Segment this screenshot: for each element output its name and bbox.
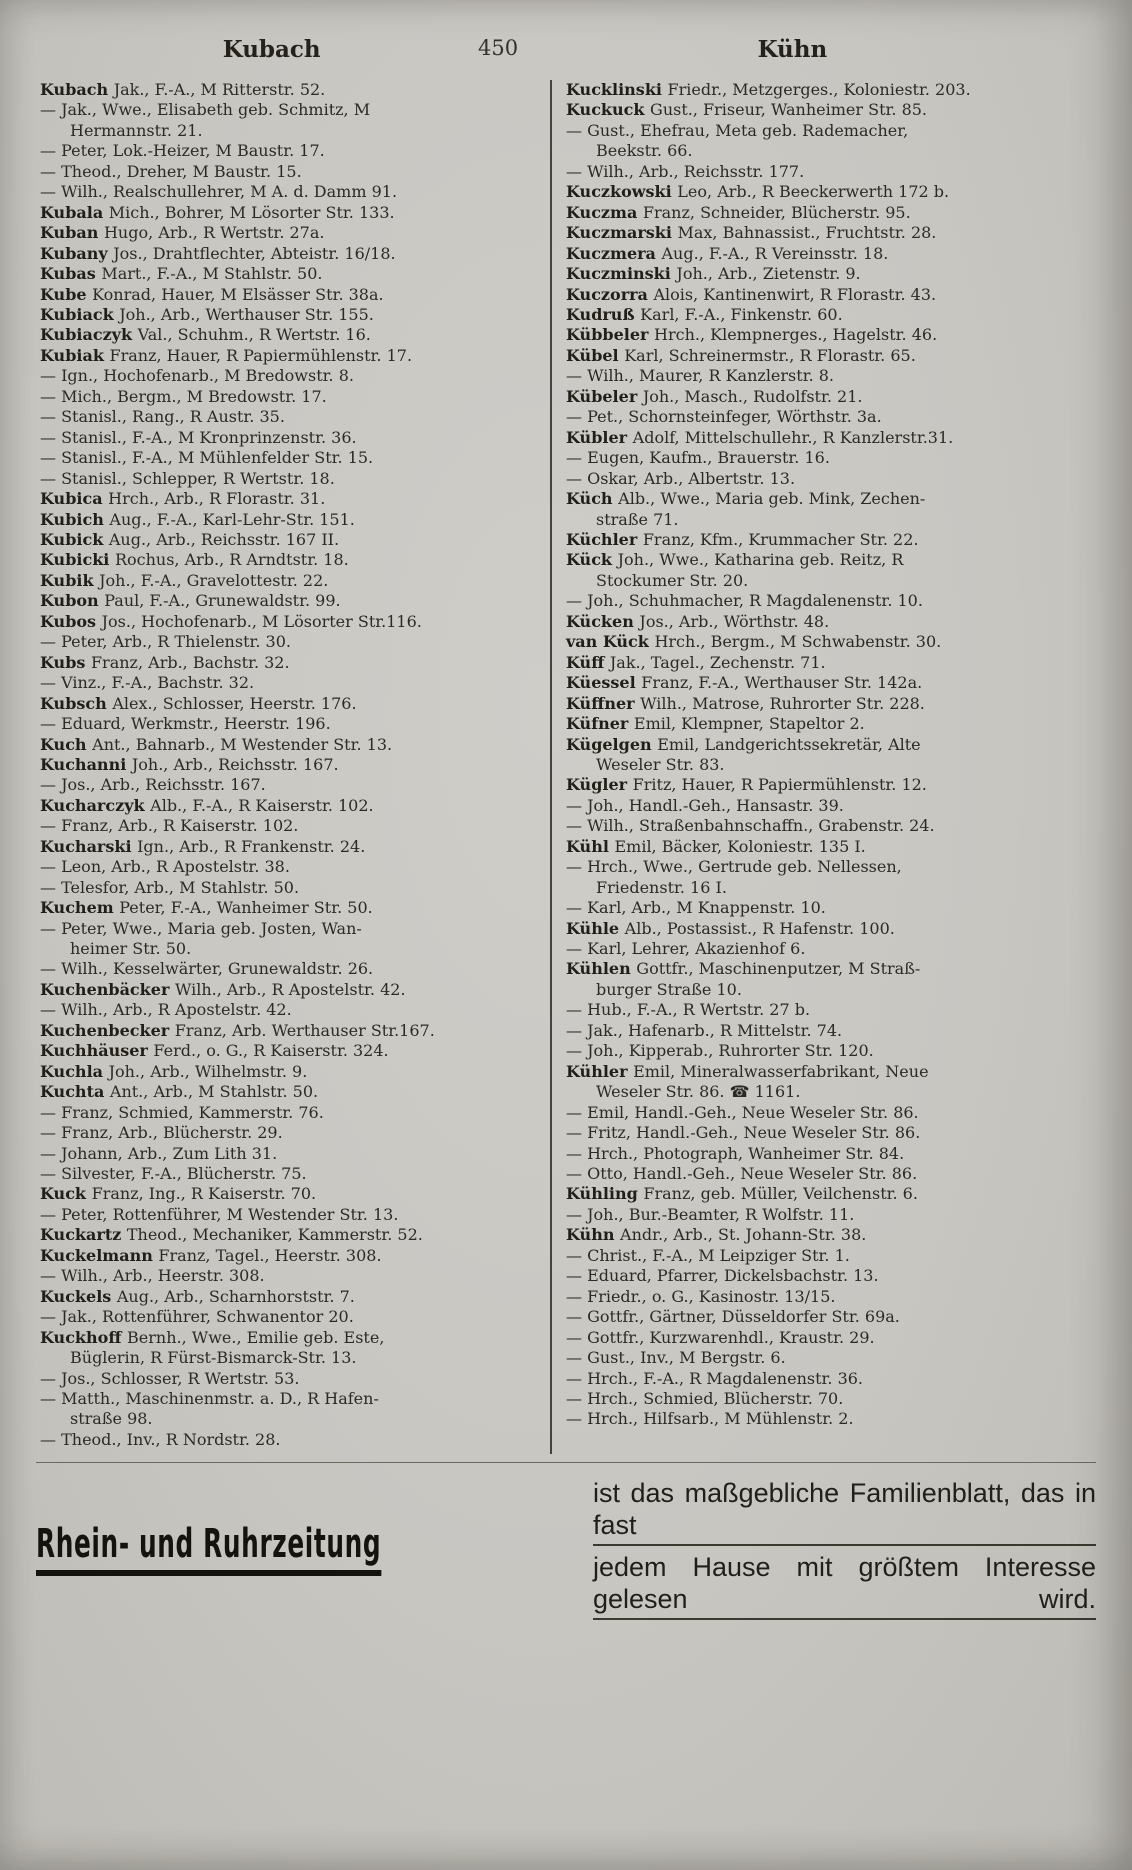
entry-surname: Kügelgen bbox=[566, 734, 658, 754]
entry-surname: Kuczma bbox=[566, 202, 643, 222]
directory-entry: Küfner Emil, Klempner, Stapeltor 2. bbox=[566, 714, 865, 734]
entry-continuation: heimer Str. 50. bbox=[70, 939, 192, 959]
directory-subentry: — Hrch., F.-A., R Magdalenenstr. 36. bbox=[566, 1368, 864, 1388]
directory-entry: Küff Jak., Tagel., Zechenstr. 71. bbox=[566, 652, 826, 672]
page-number: 450 bbox=[478, 36, 519, 60]
directory-entry: Kügler Fritz, Hauer, R Papiermühlenstr. 12. bbox=[566, 775, 927, 795]
entry-surname: Kuckels bbox=[40, 1286, 117, 1306]
entry-surname: Kücken bbox=[566, 611, 640, 631]
directory-entry: Kubany Jos., Drahtflechter, Abteistr. 16/18. bbox=[40, 243, 396, 263]
directory-entry: Kühling Franz, geb. Müller, Veilchenstr. 6. bbox=[566, 1184, 918, 1204]
directory-subentry: — Gust., Inv., M Bergstr. 6. bbox=[566, 1348, 786, 1368]
entry-continuation: Weseler Str. 86. ☎ 1161. bbox=[596, 1082, 801, 1102]
directory-entry: Kubiak Franz, Hauer, R Papiermühlenstr. 17. bbox=[40, 345, 413, 365]
directory-subentry: — Ign., Hochofenarb., M Bredowstr. 8. bbox=[40, 366, 354, 386]
directory-subentry: — Karl, Arb., M Knappenstr. 10. bbox=[566, 898, 826, 918]
directory-subentry: — Wilh., Kesselwärter, Grunewaldstr. 26. bbox=[40, 959, 374, 979]
directory-entry: Kucharczyk Alb., F.-A., R Kaiserstr. 102. bbox=[40, 795, 374, 815]
directory-entry: Kügelgen Emil, Landgerichtssekretär, Alte bbox=[566, 734, 921, 754]
entry-surname: Kubas bbox=[40, 264, 102, 284]
directory-subentry: — Stanisl., Schlepper, R Wertstr. 18. bbox=[40, 468, 335, 488]
directory-entry: Kuczma Franz, Schneider, Blücherstr. 95. bbox=[566, 202, 911, 222]
directory-subentry: — Hrch., Photograph, Wanheimer Str. 84. bbox=[566, 1143, 905, 1163]
entry-surname: Kuchenbecker bbox=[40, 1020, 175, 1040]
directory-entry: Kudruß Karl, F.-A., Finkenstr. 60. bbox=[566, 304, 843, 324]
directory-entry: Kube Konrad, Hauer, M Elsässer Str. 38a. bbox=[40, 284, 384, 304]
entry-surname: Kubos bbox=[40, 611, 102, 631]
entry-surname: Kubon bbox=[40, 591, 105, 611]
directory-entry: Kuchanni Joh., Arb., Reichsstr. 167. bbox=[40, 754, 339, 774]
directory-entry: Kuban Hugo, Arb., R Wertstr. 27a. bbox=[40, 223, 325, 243]
entry-surname: Kuch bbox=[40, 734, 93, 754]
entry-surname: Kübbeler bbox=[566, 325, 654, 345]
entry-surname: Kubicki bbox=[40, 550, 115, 570]
directory-subentry: — Stanisl., Rang., R Austr. 35. bbox=[40, 407, 285, 427]
entry-surname: Küfner bbox=[566, 714, 634, 734]
entry-surname: van Kück bbox=[566, 632, 655, 652]
page-header bbox=[0, 0, 1132, 66]
directory-entry: Kubala Mich., Bohrer, M Lösorter Str. 133. bbox=[40, 202, 395, 222]
directory-subentry: — Jak., Wwe., Elisabeth geb. Schmitz, M bbox=[40, 100, 371, 120]
entry-surname: Kubany bbox=[40, 243, 114, 263]
entry-continuation: straße 71. bbox=[596, 509, 679, 529]
directory-subentry: — Wilh., Arb., R Apostelstr. 42. bbox=[40, 1000, 292, 1020]
directory-subentry: — Franz, Arb., Blücherstr. 29. bbox=[40, 1123, 283, 1143]
directory-subentry: — Gust., Ehefrau, Meta geb. Rademacher, bbox=[566, 120, 909, 140]
directory-entry: Kuczmera Aug., F.-A., R Vereinsstr. 18. bbox=[566, 243, 889, 263]
entry-surname: Kuczkowski bbox=[566, 182, 678, 202]
directory-subentry: — Peter, Wwe., Maria geb. Josten, Wan- bbox=[40, 918, 362, 938]
entry-surname: Kübel bbox=[566, 345, 625, 365]
entry-surname: Kuczmarski bbox=[566, 223, 678, 243]
directory-subentry: — Wilh., Arb., Reichsstr. 177. bbox=[566, 161, 805, 181]
entry-surname: Kuczminski bbox=[566, 264, 677, 284]
directory-entry: Kubica Hrch., Arb., R Florastr. 31. bbox=[40, 489, 326, 509]
directory-entry: Kuchenbecker Franz, Arb. Werthauser Str.167. bbox=[40, 1020, 435, 1040]
directory-subentry: — Leon, Arb., R Apostelstr. 38. bbox=[40, 857, 290, 877]
directory-entry: Kuckelmann Franz, Tagel., Heerstr. 308. bbox=[40, 1245, 382, 1265]
directory-subentry: — Johann, Arb., Zum Lith 31. bbox=[40, 1143, 278, 1163]
entry-surname: Kuchla bbox=[40, 1061, 109, 1081]
ad-text bbox=[593, 1477, 1096, 1620]
directory-entry: Kuczorra Alois, Kantinenwirt, R Florastr. 43. bbox=[566, 284, 937, 304]
directory-subentry: — Telesfor, Arb., M Stahlstr. 50. bbox=[40, 877, 300, 897]
header-left-keyword: Kubach bbox=[222, 36, 321, 63]
entry-continuation: Friedenstr. 16 I. bbox=[596, 877, 727, 897]
directory-subentry: — Jak., Rottenführer, Schwanentor 20. bbox=[40, 1307, 354, 1327]
entry-surname: Küessel bbox=[566, 673, 642, 693]
directory-entry: Kuckhoff Bernh., Wwe., Emilie geb. Este, bbox=[40, 1327, 385, 1347]
directory-entry: Kühle Alb., Postassist., R Hafenstr. 100. bbox=[566, 918, 895, 938]
entry-surname: Kuckhoff bbox=[40, 1327, 128, 1347]
directory-entry: Kubsch Alex., Schlosser, Heerstr. 176. bbox=[40, 693, 357, 713]
entry-surname: Kucklinski bbox=[566, 80, 668, 99]
entry-surname: Kühler bbox=[566, 1061, 634, 1081]
entry-continuation: Stockumer Str. 20. bbox=[596, 570, 749, 590]
entry-surname: Kuchta bbox=[40, 1082, 110, 1102]
ad-brand: Rhein- und Ruhrzeitung bbox=[36, 1521, 381, 1576]
directory-subentry: — Jos., Arb., Reichsstr. 167. bbox=[40, 775, 266, 795]
directory-subentry: — Wilh., Straßenbahnschaffn., Grabenstr. 24. bbox=[566, 816, 935, 836]
directory-subentry: — Silvester, F.-A., Blücherstr. 75. bbox=[40, 1164, 307, 1184]
directory-subentry: — Joh., Handl.-Geh., Hansastr. 39. bbox=[566, 795, 844, 815]
directory-entry: Kühl Emil, Bäcker, Koloniestr. 135 I. bbox=[566, 836, 866, 856]
directory-subentry: — Hrch., Wwe., Gertrude geb. Nellessen, bbox=[566, 857, 902, 877]
ad-line-2: jedem Hause mit größtem Interesse gelesen wird. bbox=[593, 1551, 1096, 1620]
directory-subentry: — Eugen, Kaufm., Brauerstr. 16. bbox=[566, 448, 830, 468]
directory-subentry: — Hrch., Schmied, Blücherstr. 70. bbox=[566, 1389, 844, 1408]
entry-surname: Kubs bbox=[40, 652, 91, 672]
directory-entry: Küch Alb., Wwe., Maria geb. Mink, Zechen- bbox=[566, 489, 926, 509]
directory-subentry: — Mich., Bergm., M Bredowstr. 17. bbox=[40, 386, 327, 406]
directory-entry: Kubon Paul, F.-A., Grunewaldstr. 99. bbox=[40, 591, 341, 611]
left-column bbox=[40, 80, 550, 1454]
entry-surname: Kudruß bbox=[566, 304, 641, 324]
entry-surname: Kubiaczyk bbox=[40, 325, 138, 345]
entry-surname: Kuchhäuser bbox=[40, 1041, 154, 1061]
entry-surname: Kühl bbox=[566, 836, 615, 856]
directory-entry: Kuczminski Joh., Arb., Zietenstr. 9. bbox=[566, 264, 861, 284]
entry-surname: Kuchanni bbox=[40, 754, 132, 774]
directory-entry: Kübbeler Hrch., Klempnerges., Hagelstr. 46. bbox=[566, 325, 938, 345]
entry-surname: Kügler bbox=[566, 775, 633, 795]
directory-entry: Kübel Karl, Schreinermstr., R Florastr. 65. bbox=[566, 345, 916, 365]
entry-surname: Kuchem bbox=[40, 898, 120, 918]
entry-surname: Kubik bbox=[40, 570, 100, 590]
directory-entry: Kühn Andr., Arb., St. Johann-Str. 38. bbox=[566, 1225, 867, 1245]
entry-continuation: Hermannstr. 21. bbox=[70, 120, 203, 140]
entry-continuation: Büglerin, R Fürst-Bismarck-Str. 13. bbox=[70, 1348, 357, 1368]
directory-entry: Kubach Jak., F.-A., M Ritterstr. 52. bbox=[40, 80, 326, 99]
directory-subentry: — Franz, Arb., R Kaiserstr. 102. bbox=[40, 816, 299, 836]
directory-subentry: — Gottfr., Gärtner, Düsseldorfer Str. 69a. bbox=[566, 1307, 900, 1327]
entry-surname: Kuckelmann bbox=[40, 1245, 159, 1265]
entry-surname: Kubiak bbox=[40, 345, 110, 365]
directory-entry: Kucklinski Friedr., Metzgerges., Koloniestr. 203. bbox=[566, 80, 971, 99]
directory-entry: Kuck Franz, Ing., R Kaiserstr. 70. bbox=[40, 1184, 317, 1204]
directory-subentry: — Wilh., Arb., Heerstr. 308. bbox=[40, 1266, 265, 1286]
directory-subentry: — Emil, Handl.-Geh., Neue Weseler Str. 86. bbox=[566, 1102, 919, 1122]
entry-continuation: straße 98. bbox=[70, 1409, 153, 1429]
directory-subentry: — Joh., Kipperab., Ruhrorter Str. 120. bbox=[566, 1041, 874, 1061]
entry-surname: Kuban bbox=[40, 223, 104, 243]
directory-entry: Küffner Wilh., Matrose, Ruhrorter Str. 228. bbox=[566, 693, 925, 713]
directory-subentry: — Oskar, Arb., Albertstr. 13. bbox=[566, 468, 796, 488]
directory-subentry: — Christ., F.-A., M Leipziger Str. 1. bbox=[566, 1245, 850, 1265]
directory-entry: Küessel Franz, F.-A., Werthauser Str. 142a. bbox=[566, 673, 923, 693]
directory-subentry: — Pet., Schornsteinfeger, Wörthstr. 3a. bbox=[566, 407, 882, 427]
directory-subentry: — Friedr., o. G., Kasinostr. 13/15. bbox=[566, 1286, 836, 1306]
directory-entry: van Kück Hrch., Bergm., M Schwabenstr. 30. bbox=[566, 632, 942, 652]
directory-subentry: — Franz, Schmied, Kammerstr. 76. bbox=[40, 1102, 324, 1122]
right-column bbox=[552, 80, 1102, 1454]
directory-subentry: — Karl, Lehrer, Akazienhof 6. bbox=[566, 939, 806, 959]
entry-continuation: Weseler Str. 83. bbox=[596, 754, 725, 774]
directory-subentry: — Theod., Dreher, M Baustr. 15. bbox=[40, 161, 302, 181]
entry-surname: Küch bbox=[566, 489, 619, 509]
entry-surname: Kuchenbäcker bbox=[40, 979, 175, 999]
header-right-keyword: Kühn bbox=[757, 36, 828, 63]
entry-surname: Kühlen bbox=[566, 959, 637, 979]
entry-surname: Kube bbox=[40, 284, 93, 304]
entry-continuation: Beekstr. 66. bbox=[596, 141, 693, 161]
ad-separator-rule bbox=[36, 1462, 1096, 1463]
directory-entry: Kuckuck Gust., Friseur, Wanheimer Str. 85. bbox=[566, 100, 928, 120]
entry-surname: Kubich bbox=[40, 509, 110, 529]
entry-surname: Kubica bbox=[40, 489, 109, 509]
entry-surname: Kück bbox=[566, 550, 618, 570]
directory-entry: Kubich Aug., F.-A., Karl-Lehr-Str. 151. bbox=[40, 509, 355, 529]
directory-subentry: — Joh., Bur.-Beamter, R Wolfstr. 11. bbox=[566, 1204, 855, 1224]
directory-subentry: — Matth., Maschinenmstr. a. D., R Hafen- bbox=[40, 1389, 379, 1408]
directory-subentry: — Hrch., Hilfsarb., M Mühlenstr. 2. bbox=[566, 1409, 854, 1429]
directory-entry: Kuchhäuser Ferd., o. G., R Kaiserstr. 324. bbox=[40, 1041, 389, 1061]
entry-surname: Kübler bbox=[566, 427, 633, 447]
entry-surname: Küff bbox=[566, 652, 610, 672]
directory-entry: Kubiaczyk Val., Schuhm., R Wertstr. 16. bbox=[40, 325, 371, 345]
directory-entry: Kuch Ant., Bahnarb., M Westender Str. 13. bbox=[40, 734, 393, 754]
directory-subentry: — Peter, Lok.-Heizer, M Baustr. 17. bbox=[40, 141, 325, 161]
directory-subentry: — Theod., Inv., R Nordstr. 28. bbox=[40, 1429, 281, 1449]
entry-surname: Kühling bbox=[566, 1184, 644, 1204]
entry-surname: Küchler bbox=[566, 529, 643, 549]
entry-surname: Kühle bbox=[566, 918, 625, 938]
directory-entry: Kühler Emil, Mineralwasserfabrikant, Neue bbox=[566, 1061, 929, 1081]
entry-surname: Kucharski bbox=[40, 836, 138, 856]
ad-brand-wrap bbox=[36, 1521, 593, 1576]
entry-surname: Kubick bbox=[40, 529, 109, 549]
entry-continuation: burger Straße 10. bbox=[596, 979, 742, 999]
entry-surname: Kühn bbox=[566, 1225, 621, 1245]
directory-entry: Kübler Adolf, Mittelschullehr., R Kanzlerstr.31. bbox=[566, 427, 954, 447]
entry-surname: Kuckartz bbox=[40, 1225, 127, 1245]
directory-entry: Kucharski Ign., Arb., R Frankenstr. 24. bbox=[40, 836, 366, 856]
directory-subentry: — Stanisl., F.-A., M Kronprinzenstr. 36. bbox=[40, 427, 357, 447]
directory-entry: Kuchem Peter, F.-A., Wanheimer Str. 50. bbox=[40, 898, 373, 918]
newspaper-ad bbox=[36, 1477, 1096, 1620]
directory-entry: Kubiack Joh., Arb., Werthauser Str. 155. bbox=[40, 304, 374, 324]
entry-surname: Kuckuck bbox=[566, 100, 651, 120]
directory-subentry: — Otto, Handl.-Geh., Neue Weseler Str. 86. bbox=[566, 1164, 918, 1184]
entry-surname: Kuczorra bbox=[566, 284, 654, 304]
directory-subentry: — Eduard, Werkmstr., Heerstr. 196. bbox=[40, 714, 331, 734]
directory-entry: Kubik Joh., F.-A., Gravelottestr. 22. bbox=[40, 570, 329, 590]
directory-subentry: — Eduard, Pfarrer, Dickelsbachstr. 13. bbox=[566, 1266, 879, 1286]
directory-entry: Kubas Mart., F.-A., M Stahlstr. 50. bbox=[40, 264, 323, 284]
entry-surname: Küffner bbox=[566, 693, 641, 713]
entry-surname: Kubala bbox=[40, 202, 109, 222]
directory-entry: Kuczkowski Leo, Arb., R Beeckerwerth 172 b. bbox=[566, 182, 950, 202]
directory-subentry: — Wilh., Maurer, R Kanzlerstr. 8. bbox=[566, 366, 835, 386]
directory-subentry: — Jak., Hafenarb., R Mittelstr. 74. bbox=[566, 1020, 843, 1040]
directory-entry: Kuckels Aug., Arb., Scharnhorststr. 7. bbox=[40, 1286, 355, 1306]
directory-subentry: — Joh., Schuhmacher, R Magdalenenstr. 10. bbox=[566, 591, 923, 611]
directory-subentry: — Stanisl., F.-A., M Mühlenfelder Str. 15. bbox=[40, 448, 374, 468]
directory-subentry: — Vinz., F.-A., Bachstr. 32. bbox=[40, 673, 255, 693]
directory-subentry: — Peter, Rottenführer, M Westender Str. 13. bbox=[40, 1204, 399, 1224]
directory-columns bbox=[40, 80, 1102, 1454]
directory-entry: Kuczmarski Max, Bahnassist., Fruchtstr. 28. bbox=[566, 223, 937, 243]
directory-entry: Kühlen Gottfr., Maschinenputzer, M Straß- bbox=[566, 959, 921, 979]
directory-subentry: — Jos., Schlosser, R Wertstr. 53. bbox=[40, 1368, 300, 1388]
entry-surname: Kubsch bbox=[40, 693, 113, 713]
entry-surname: Kuck bbox=[40, 1184, 92, 1204]
entry-surname: Kuczmera bbox=[566, 243, 662, 263]
directory-subentry: — Fritz, Handl.-Geh., Neue Weseler Str. 86. bbox=[566, 1123, 921, 1143]
directory-subentry: — Peter, Arb., R Thielenstr. 30. bbox=[40, 632, 291, 652]
entry-surname: Kubach bbox=[40, 80, 114, 99]
entry-surname: Kubiack bbox=[40, 304, 120, 324]
directory-subentry: — Gottfr., Kurzwarenhdl., Kraustr. 29. bbox=[566, 1327, 875, 1347]
entry-surname: Kübeler bbox=[566, 386, 643, 406]
directory-entry: Kubick Aug., Arb., Reichsstr. 167 II. bbox=[40, 529, 340, 549]
directory-entry: Kubos Jos., Hochofenarb., M Lösorter Str.116. bbox=[40, 611, 422, 631]
directory-entry: Kubs Franz, Arb., Bachstr. 32. bbox=[40, 652, 290, 672]
directory-entry: Kück Joh., Wwe., Katharina geb. Reitz, R bbox=[566, 550, 904, 570]
ad-line-1: ist das maßgebliche Familienblatt, das in fast bbox=[593, 1477, 1096, 1546]
directory-entry: Kuckartz Theod., Mechaniker, Kammerstr. 52. bbox=[40, 1225, 423, 1245]
directory-entry: Kuchla Joh., Arb., Wilhelmstr. 9. bbox=[40, 1061, 308, 1081]
directory-entry: Kuchta Ant., Arb., M Stahlstr. 50. bbox=[40, 1082, 319, 1102]
directory-entry: Kücken Jos., Arb., Wörthstr. 48. bbox=[566, 611, 830, 631]
directory-entry: Kuchenbäcker Wilh., Arb., R Apostelstr. 42. bbox=[40, 979, 406, 999]
directory-entry: Küchler Franz, Kfm., Krummacher Str. 22. bbox=[566, 529, 919, 549]
directory-entry: Kubicki Rochus, Arb., R Arndtstr. 18. bbox=[40, 550, 349, 570]
entry-surname: Kucharczyk bbox=[40, 795, 151, 815]
directory-entry: Kübeler Joh., Masch., Rudolfstr. 21. bbox=[566, 386, 863, 406]
directory-subentry: — Hub., F.-A., R Wertstr. 27 b. bbox=[566, 1000, 811, 1020]
directory-subentry: — Wilh., Realschullehrer, M A. d. Damm 91. bbox=[40, 182, 398, 202]
